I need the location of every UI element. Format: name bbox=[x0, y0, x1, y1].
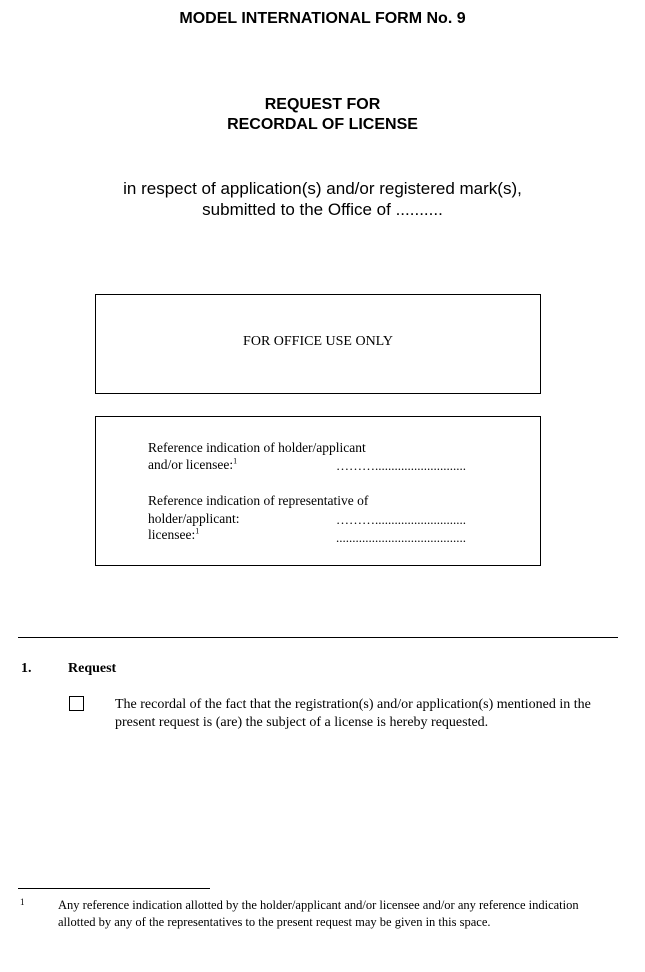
request-title-line1: REQUEST FOR bbox=[264, 96, 381, 113]
office-use-box bbox=[95, 294, 541, 394]
ref-representative-licensee-label bbox=[148, 527, 199, 543]
ref-holder-label-line1: Reference indication of holder/applicant bbox=[148, 440, 366, 455]
footnote-text: Any reference indication allotted by the holder/applicant and/or licensee and/or any reference indication allotted by any of the representatives to the present request may be given in this space. bbox=[58, 898, 579, 929]
subtitle-line2: submitted to the Office of .......... bbox=[202, 200, 443, 219]
reference-indication-box bbox=[95, 416, 541, 566]
section-number: 1. bbox=[21, 661, 32, 676]
ref-representative-licensee-field[interactable]: ........................................ bbox=[336, 530, 466, 545]
section-divider bbox=[18, 637, 618, 638]
subtitle-line1: in respect of application(s) and/or registered mark(s), bbox=[123, 179, 522, 198]
footnote-ref: 1 bbox=[195, 526, 200, 536]
footnote-mark: 1 bbox=[20, 897, 25, 907]
footnote-rule bbox=[18, 888, 210, 889]
subtitle bbox=[0, 178, 645, 220]
ref-representative-label-line1: Reference indication of representative of bbox=[148, 493, 369, 508]
footnote-ref: 1 bbox=[233, 456, 238, 466]
ref-representative-licensee-text: licensee: bbox=[148, 527, 196, 542]
ref-holder-label-text: and/or licensee: bbox=[148, 457, 234, 472]
section-title: Request bbox=[68, 661, 117, 676]
request-title-line2: RECORDAL OF LICENSE bbox=[227, 116, 418, 133]
request-checkbox[interactable] bbox=[69, 696, 84, 711]
form-title: MODEL INTERNATIONAL FORM No. 9 bbox=[179, 10, 466, 27]
ref-holder-label-line2 bbox=[148, 457, 237, 473]
office-use-label: FOR OFFICE USE ONLY bbox=[243, 334, 393, 349]
ref-representative-holder-field[interactable]: ………............................ bbox=[336, 512, 466, 527]
request-title bbox=[0, 95, 645, 135]
ref-holder-field[interactable]: ………............................ bbox=[336, 458, 466, 473]
ref-representative-holder-label: holder/applicant: bbox=[148, 511, 240, 526]
request-text: The recordal of the fact that the registration(s) and/or application(s) mentioned in the present request is (are) the subject of a license is hereby requested. bbox=[115, 697, 591, 730]
